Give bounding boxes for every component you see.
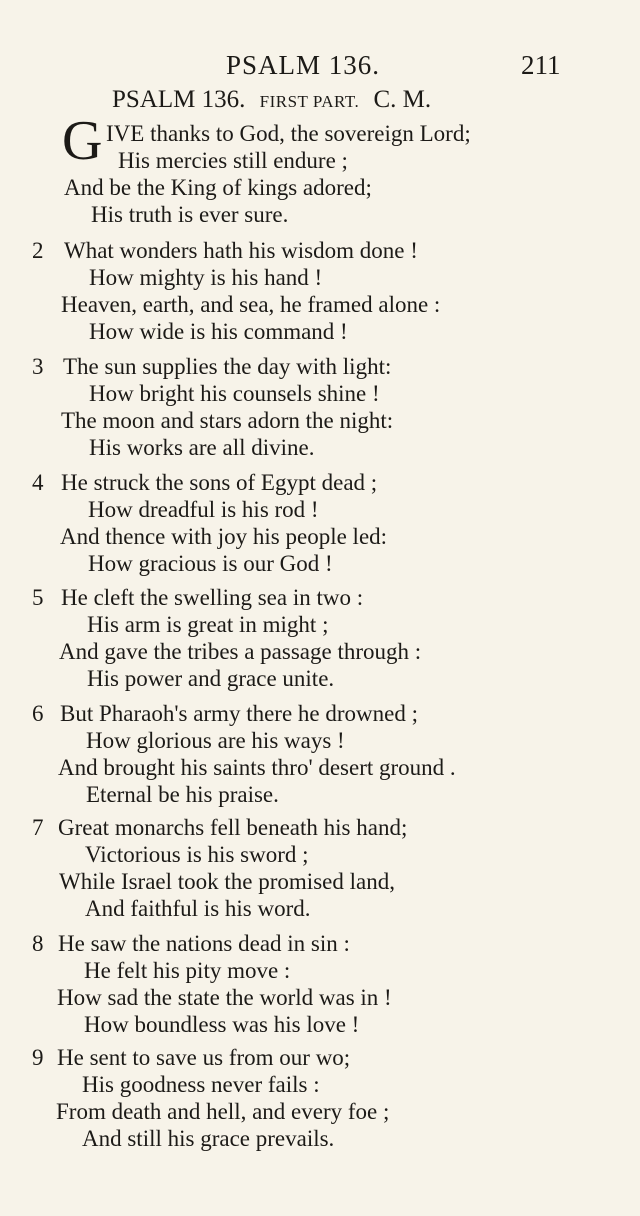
verse-line: Eternal be his praise. bbox=[86, 782, 279, 807]
page-number: 211 bbox=[521, 50, 561, 80]
verse-line: And gave the tribes a passage through : bbox=[59, 639, 422, 664]
part-label: FIRST PART. bbox=[259, 92, 360, 111]
verse-line: While Israel took the promised land, bbox=[59, 869, 395, 894]
verse-line: And faithful is his word. bbox=[85, 896, 311, 921]
verse-line: How wide is his command ! bbox=[89, 319, 348, 344]
verse-line: Heaven, earth, and sea, he framed alone : bbox=[61, 292, 441, 317]
psalm-title: PSALM 136. bbox=[112, 86, 246, 113]
verse-line: He struck the sons of Egypt dead ; bbox=[61, 470, 378, 495]
verse-line: His truth is ever sure. bbox=[91, 202, 289, 227]
verse-line: And be the King of kings adored; bbox=[64, 175, 372, 200]
stanza-number: 4 bbox=[32, 470, 44, 495]
verse-line: How sad the state the world was in ! bbox=[57, 985, 392, 1010]
drop-cap: G bbox=[62, 110, 103, 172]
verse-line: And brought his saints thro' desert ground . bbox=[58, 755, 456, 780]
verse-line: He sent to save us from our wo; bbox=[57, 1045, 351, 1070]
verse-line: What wonders hath his wisdom done ! bbox=[64, 238, 418, 263]
verse-line: The moon and stars adorn the night: bbox=[61, 408, 394, 433]
running-title: PSALM 136. bbox=[226, 50, 381, 80]
verse-line: His power and grace unite. bbox=[87, 666, 335, 691]
verse-line: IVE thanks to God, the sovereign Lord; bbox=[106, 121, 471, 146]
verse-line: Victorious is his sword ; bbox=[85, 842, 309, 867]
verse-line: His mercies still endure ; bbox=[118, 148, 348, 173]
verse-line: His works are all divine. bbox=[89, 435, 315, 460]
verse-line: How dreadful is his rod ! bbox=[88, 497, 319, 522]
verse-line: He saw the nations dead in sin : bbox=[58, 931, 350, 956]
verse-line: How gracious is our God ! bbox=[88, 551, 333, 576]
verse-line: From death and hell, and every foe ; bbox=[56, 1099, 390, 1124]
meter-label: C. M. bbox=[373, 86, 432, 113]
stanza-number: 6 bbox=[32, 701, 44, 726]
verse-line: His goodness never fails : bbox=[82, 1072, 320, 1097]
verse-line: But Pharaoh's army there he drowned ; bbox=[60, 701, 418, 726]
verse-line: He felt his pity move : bbox=[84, 958, 291, 983]
running-head bbox=[0, 50, 640, 84]
verse-line: He cleft the swelling sea in two : bbox=[61, 585, 364, 610]
verse-line: How mighty is his hand ! bbox=[89, 265, 323, 290]
verse-line: How glorious are his ways ! bbox=[86, 728, 345, 753]
verse-line: And still his grace prevails. bbox=[82, 1126, 335, 1151]
verse-line: The sun supplies the day with light: bbox=[63, 354, 392, 379]
stanza-number: 9 bbox=[32, 1045, 44, 1070]
verse-line: And thence with joy his people led: bbox=[60, 524, 388, 549]
stanza-number: 7 bbox=[32, 815, 44, 840]
stanza-number: 2 bbox=[32, 238, 44, 263]
verse-line: How boundless was his love ! bbox=[84, 1012, 360, 1037]
verse-line: Great monarchs fell beneath his hand; bbox=[58, 815, 408, 840]
stanza-number: 3 bbox=[32, 354, 44, 379]
stanza-number: 8 bbox=[32, 931, 44, 956]
stanza-number: 5 bbox=[32, 585, 44, 610]
verse-line: His arm is great in might ; bbox=[87, 612, 329, 637]
psalm-heading bbox=[112, 86, 431, 114]
verse-line: How bright his counsels shine ! bbox=[89, 381, 380, 406]
